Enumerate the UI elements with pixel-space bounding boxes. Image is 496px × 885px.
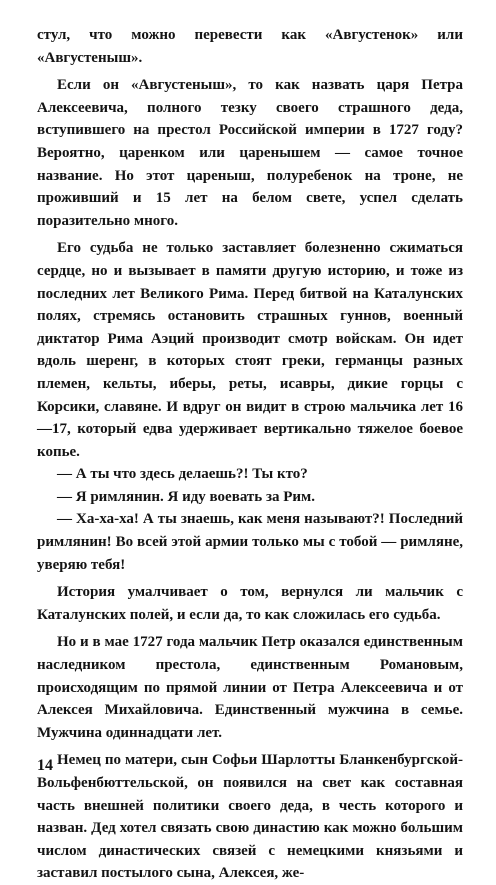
page-number: 14 — [37, 757, 53, 774]
page-body — [37, 24, 463, 885]
paragraph-7: История умалчивает о том, вернулся ли мальчик с Каталунских полей, и если да, то как сложилась его судьба. — [37, 584, 463, 623]
paragraph-3: Его судьба не только заставляет болезненно сжиматься сердце, но и вызывает в памяти другую историю, и тоже из последних лет Великого Рима. Перед битвой на Каталунских полях, стремясь остановить страшных гуннов, военный диктатор Рима Аэций производит смотр войскам. Он идет вдоль шеренг, в которых стоят греки, германцы разных племен, кельты, иберы, реты, исавры, дикие горцы с Корсики, славяне. И вдруг он видит в строю мальчика лет 16—17, который едва удерживает вертикально тяжелое боевое копье. — [37, 240, 463, 460]
dialogue-line-3: — Ха-ха-ха! А ты знаешь, как меня называют?! Последний римлянин! Во всей этой армии только мы с тобой — римляне, уверяю тебя! — [37, 511, 463, 573]
dialogue-line-1: — А ты что здесь делаешь?! Ты кто? — [57, 466, 308, 483]
paragraph-8: Но и в мае 1727 года мальчик Петр оказался единственным наследником престола, единственным Романовым, происходящим по прямой линии от Петра Алексеевича и от Алексея Михайловича. Единственный мужчина в семье. Мужчина одиннадцати лет. — [37, 634, 463, 741]
paragraph-9: Немец по матери, сын Софьи Шарлотты Бланкенбургской-Вольфенбюттельской, он появился на свет как составная часть внешней политики своего деда, в честь которого и назван. Дед хотел связать свою династию как можно большим числом династических связей с немецкими князьями и заставил постылого сына, Алексея, же- — [37, 752, 463, 882]
paragraph-2: Если он «Августеныш», то как назвать царя Петра Алексеевича, полного тезку своего страшного деда, вступившего на престол Российской империи в 1727 году? Вероятно, царенком или царенышем — самое точное название. Но этот цареныш, полуребенок на троне, не проживший и 15 лет на белом свете, успел сделать поразительно много. — [37, 77, 463, 229]
dialogue-line-2: — Я римлянин. Я иду воевать за Рим. — [57, 488, 316, 505]
paragraph-1: стул, что можно перевести как «Августенок» или «Августеныш». — [37, 27, 463, 66]
